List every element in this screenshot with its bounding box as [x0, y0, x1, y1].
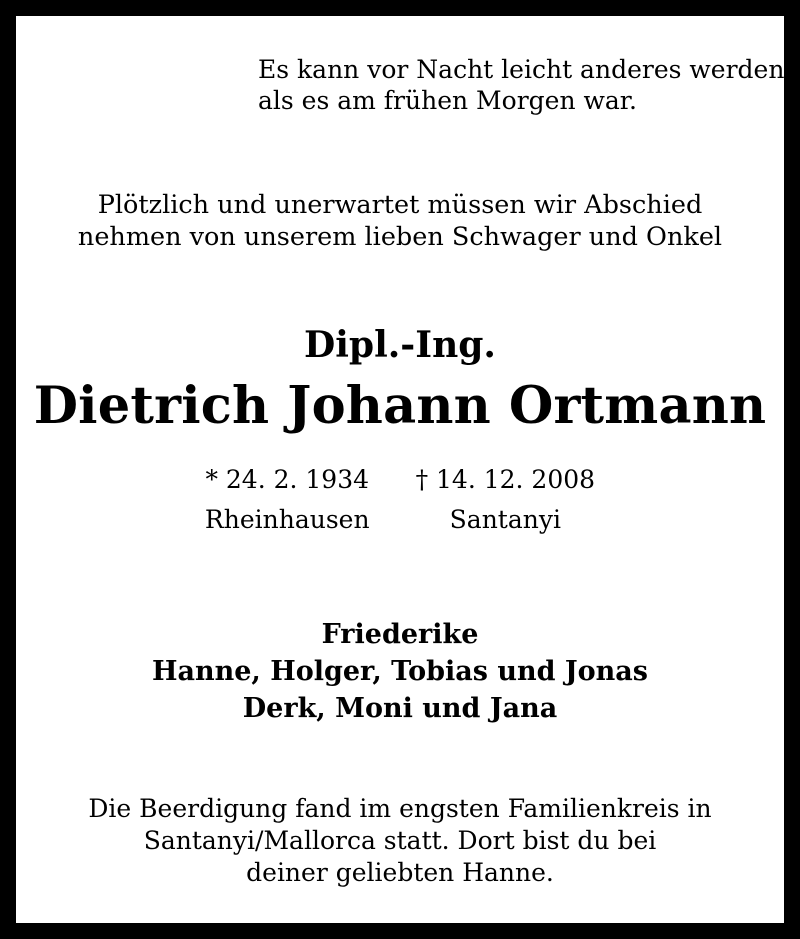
- intro-text: [16, 189, 784, 253]
- death-date: † 14. 12. 2008: [415, 465, 596, 494]
- mourners-list: [16, 616, 784, 727]
- notice-line: Die Beerdigung fand im engsten Familienkreis in: [88, 794, 712, 823]
- notice-line: Santanyi/Mallorca statt. Dort bist du bei: [143, 826, 657, 855]
- mourner-line: Hanne, Holger, Tobias und Jonas: [151, 656, 649, 687]
- funeral-notice: [16, 793, 784, 889]
- deceased-name: Dietrich Johann Ortmann: [33, 376, 767, 436]
- life-dates: [16, 460, 784, 540]
- mourner-line: Friederike: [321, 619, 479, 650]
- death-place: Santanyi: [449, 505, 561, 534]
- motto-line: Es kann vor Nacht leicht anderes werden,: [258, 55, 793, 84]
- birth-info: [205, 460, 370, 540]
- intro-line: Plötzlich und unerwartet müssen wir Abschied: [97, 190, 703, 220]
- motto-quote: [258, 54, 792, 116]
- mourner-line: Derk, Moni und Jana: [242, 693, 558, 724]
- intro-line: nehmen von unserem lieben Schwager und Onkel: [77, 222, 723, 252]
- notice-line: deiner geliebten Hanne.: [246, 858, 554, 887]
- deceased-title: Dipl.-Ing.: [304, 324, 496, 366]
- birth-place: Rheinhausen: [204, 505, 370, 534]
- death-info: [416, 460, 595, 540]
- motto-line: als es am frühen Morgen war.: [258, 86, 637, 115]
- birth-date: * 24. 2. 1934: [205, 465, 370, 494]
